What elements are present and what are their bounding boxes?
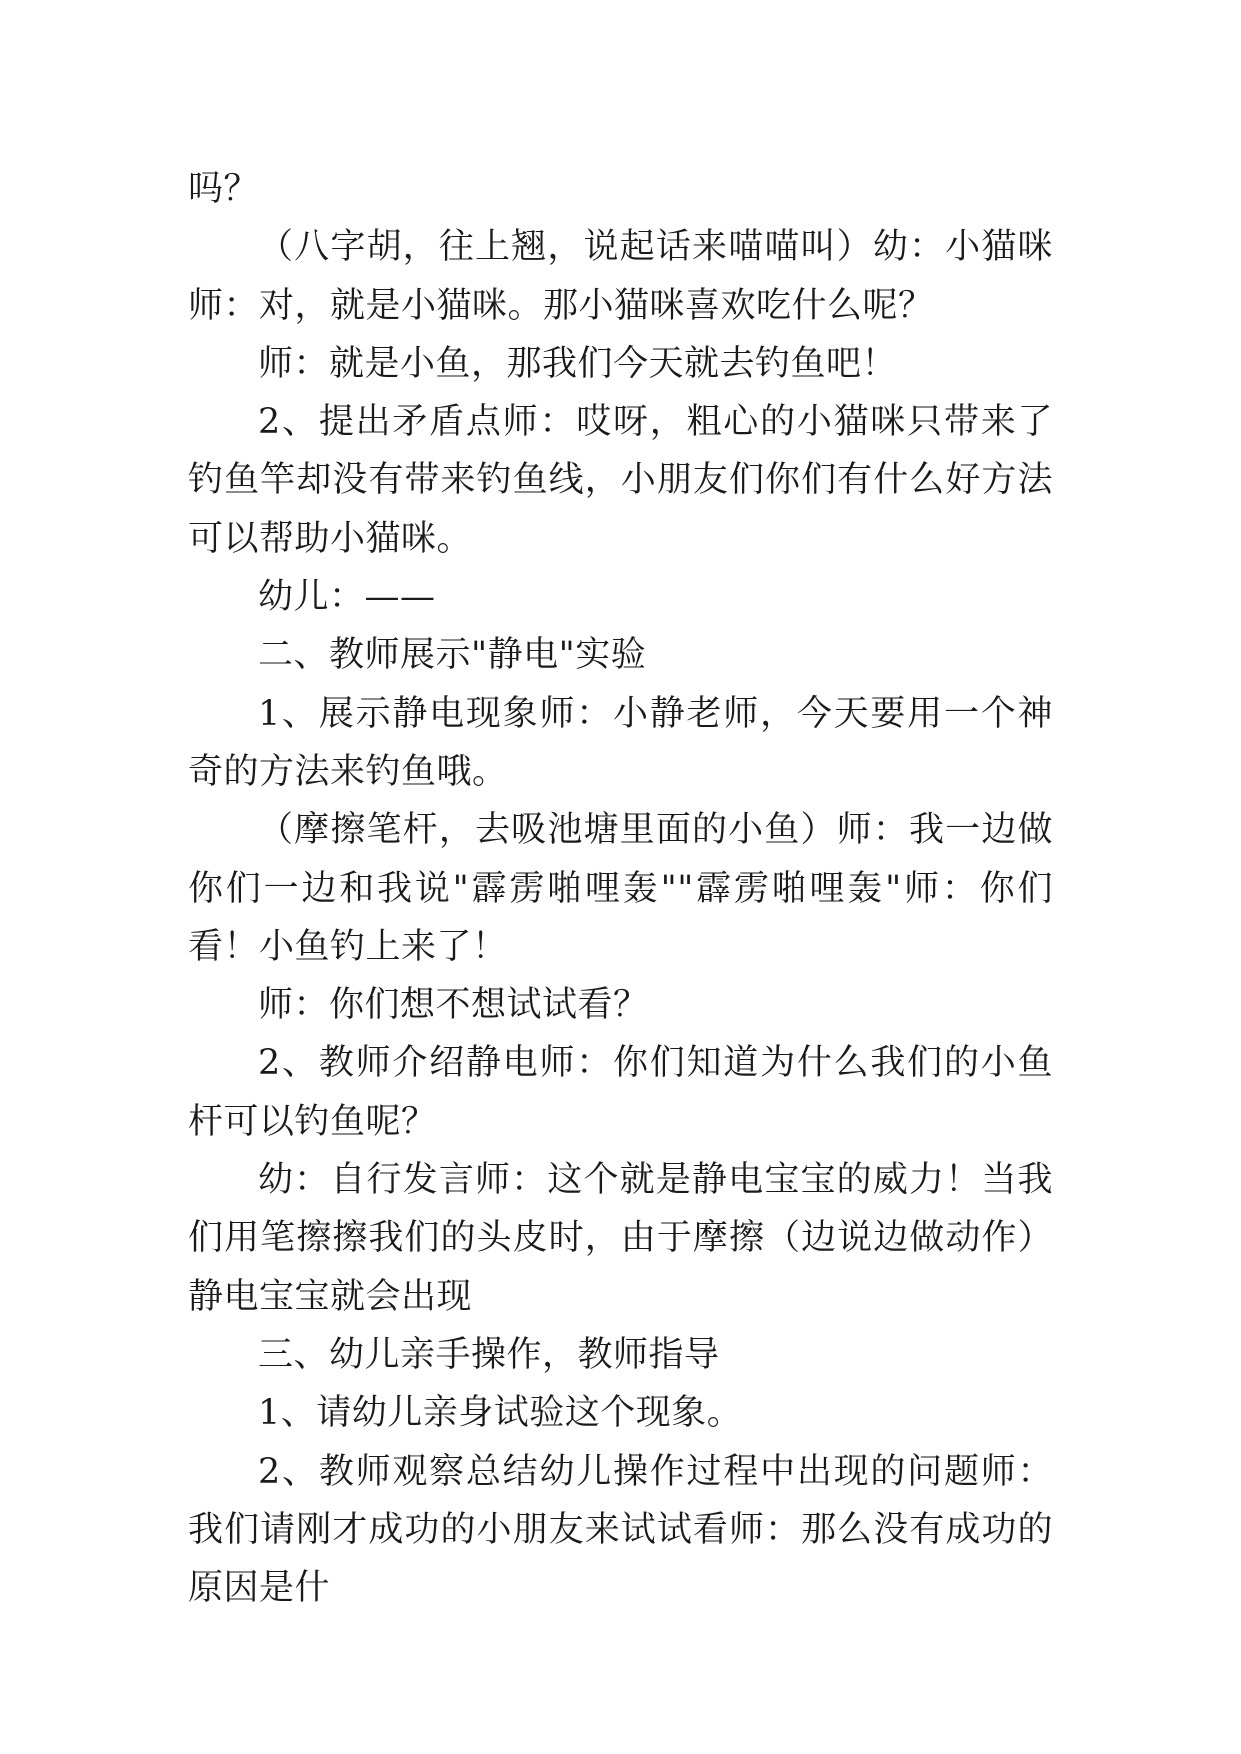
paragraph: （八字胡，往上翘，说起话来喵喵叫）幼：小猫咪师：对，就是小猫咪。那小猫咪喜欢吃什么呢？ — [188, 227, 1053, 326]
paragraph: 2、教师观察总结幼儿操作过程中出现的问题师：我们请刚才成功的小朋友来试试看师：那么没有成功的原因是什 — [188, 1451, 1053, 1609]
paragraph: 2、教师介绍静电师：你们知道为什么我们的小鱼杆可以钓鱼呢？ — [188, 1043, 1053, 1142]
paragraph: （摩擦笔杆，去吸池塘里面的小鱼）师：我一边做你们一边和我说"霹雳啪哩轰""霹雳啪哩轰"师：你们看！小鱼钓上来了！ — [188, 810, 1053, 967]
paragraph: 幼：自行发言师：这个就是静电宝宝的威力！当我们用笔擦擦我们的头皮时，由于摩擦（边说边做动作）静电宝宝就会出现 — [188, 1160, 1053, 1317]
paragraph: 1、请幼儿亲身试验这个现象。 — [258, 1393, 743, 1434]
paragraph: 师：你们想不想试试看？ — [258, 985, 649, 1026]
paragraph: 吗？ — [188, 169, 260, 209]
document-body — [188, 160, 1053, 1617]
section-heading: 二、教师展示"静电"实验 — [258, 635, 647, 676]
paragraph: 师：就是小鱼，那我们今天就去钓鱼吧！ — [258, 343, 898, 384]
paragraph: 2、提出矛盾点师：哎呀，粗心的小猫咪只带来了钓鱼竿却没有带来钓鱼线，小朋友们你们有什么好方法可以帮助小猫咪。 — [188, 402, 1053, 559]
paragraph: 幼儿：—— — [258, 577, 436, 618]
paragraph: 1、展示静电现象师：小静老师，今天要用一个神奇的方法来钓鱼哦。 — [188, 693, 1053, 792]
section-heading: 三、幼儿亲手操作，教师指导 — [258, 1334, 720, 1375]
